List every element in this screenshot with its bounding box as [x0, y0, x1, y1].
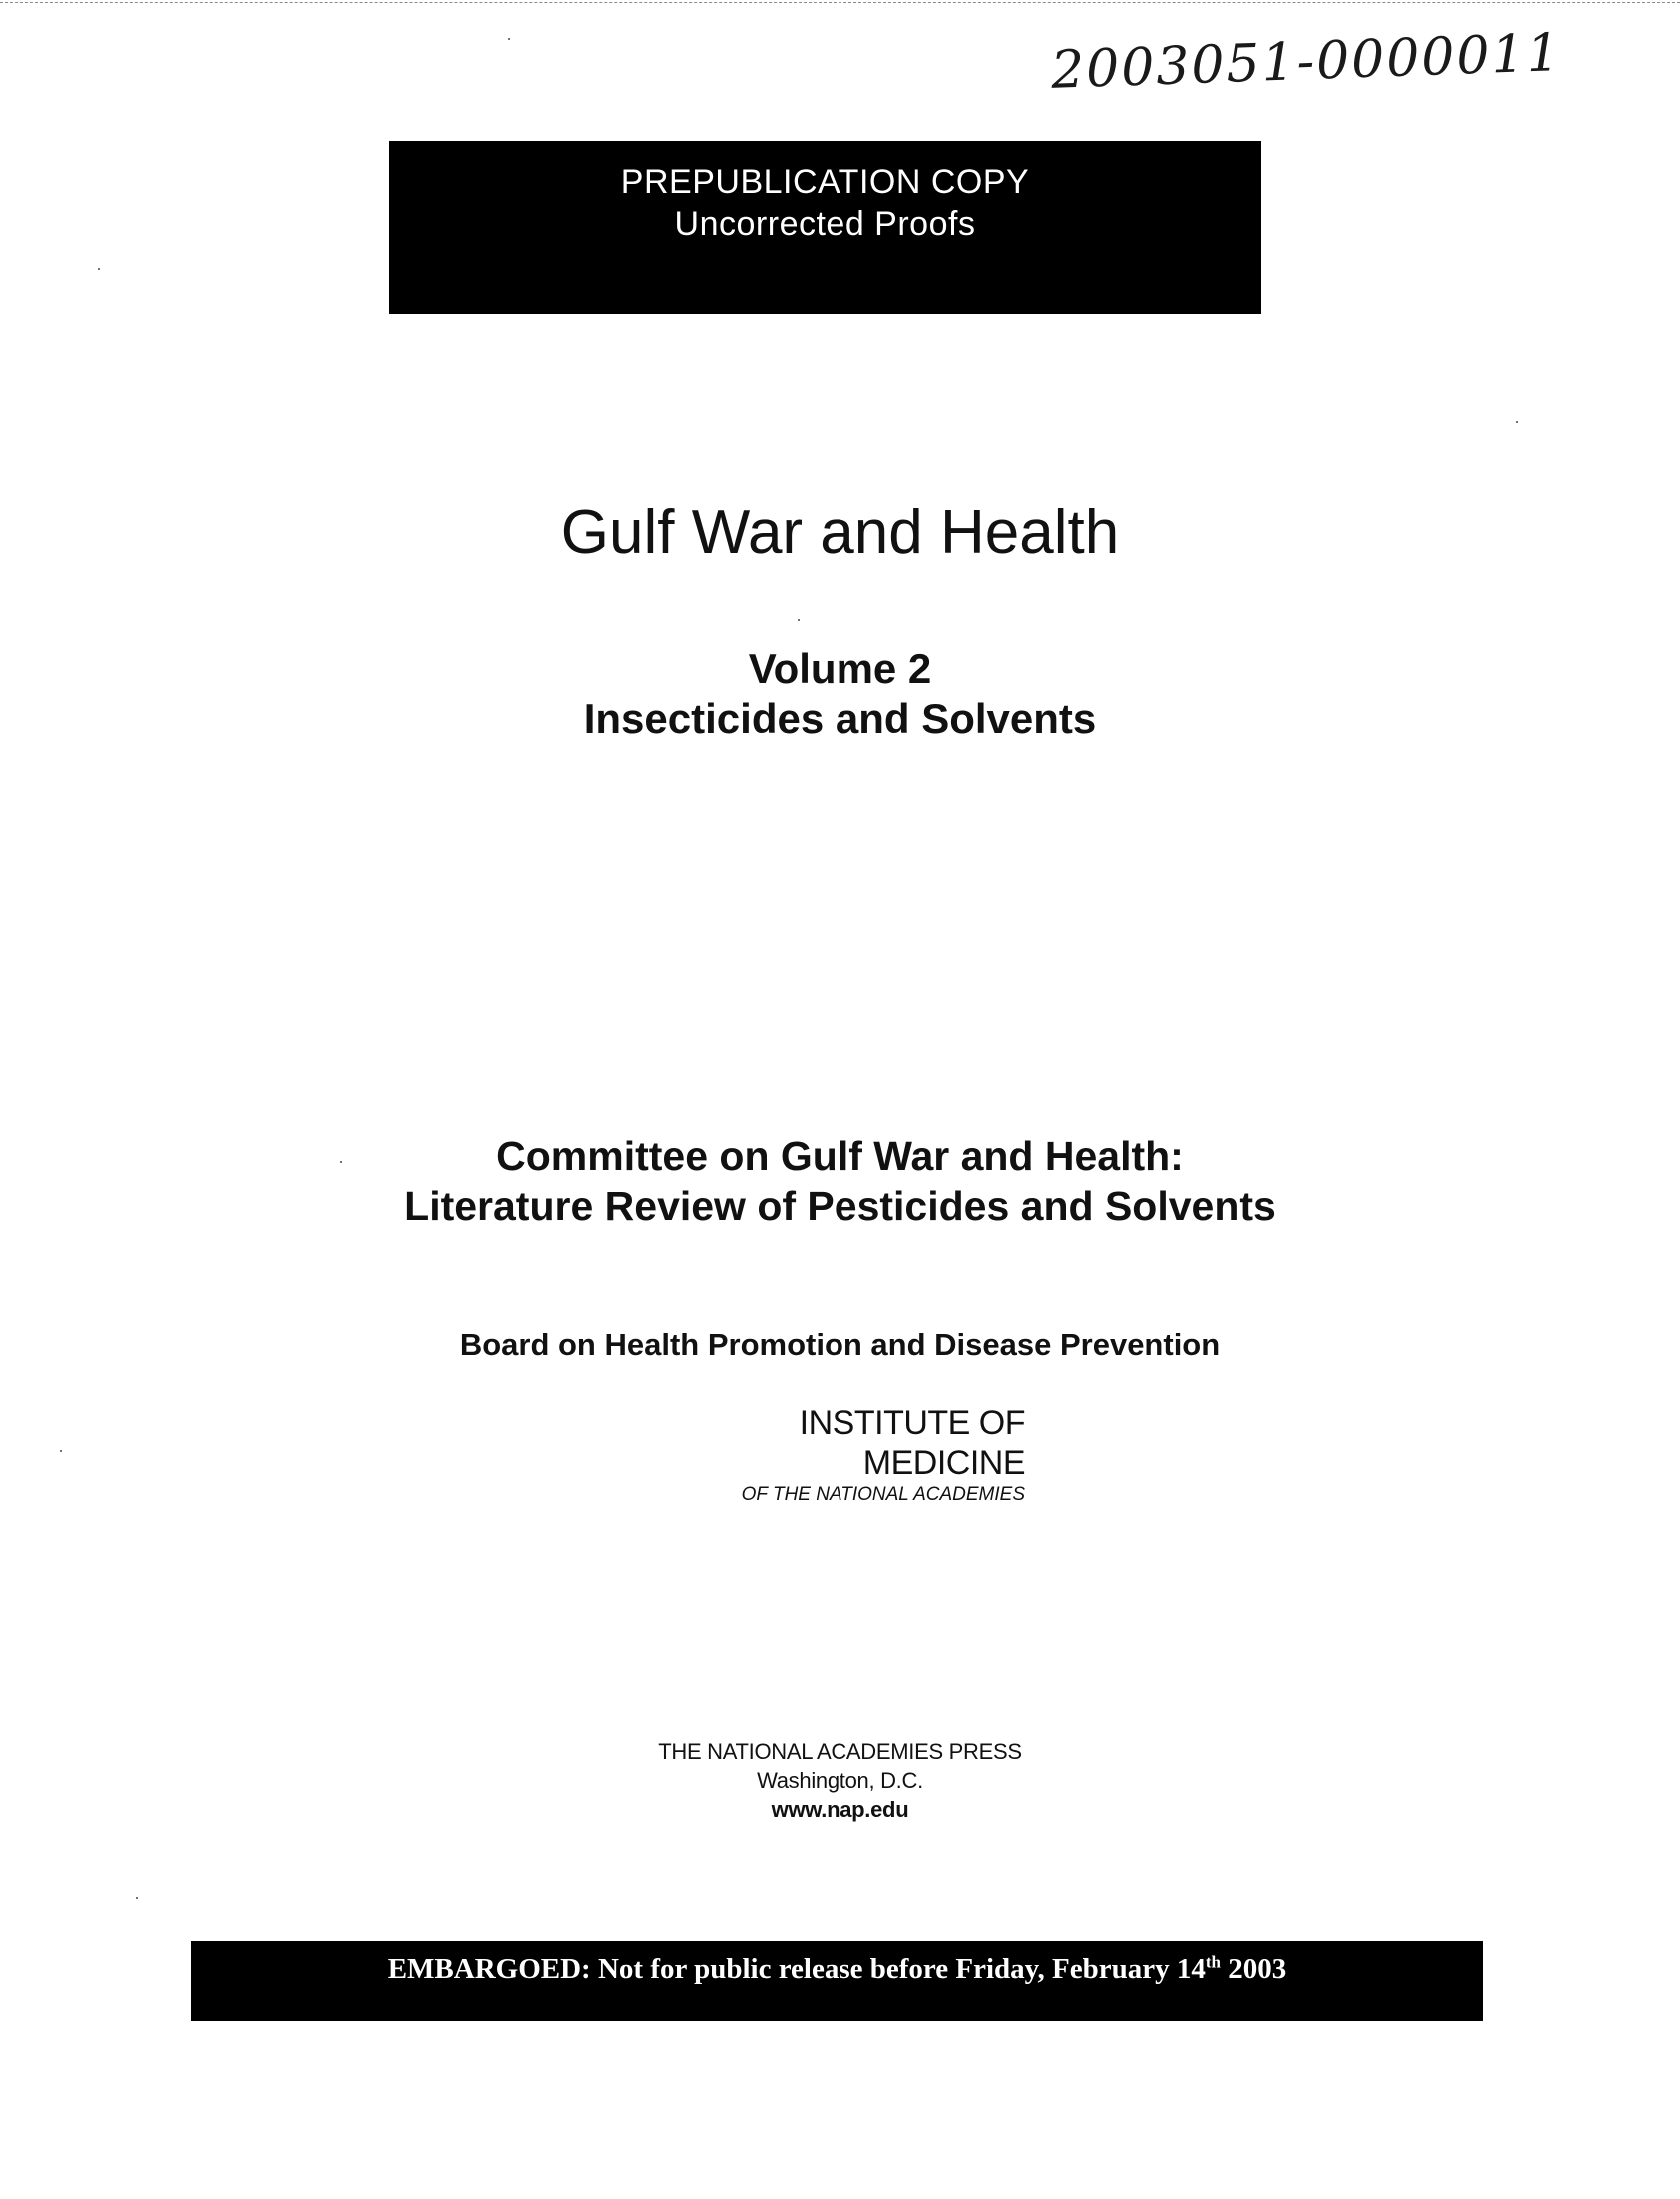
prepublication-banner	[389, 141, 1261, 314]
publisher-name: THE NATIONAL ACADEMIES PRESS	[658, 1739, 1022, 1764]
volume-subtitle: Insecticides and Solvents	[583, 695, 1097, 742]
embargo-label: EMBARGOED:	[387, 1953, 591, 1985]
scan-top-rule	[0, 2, 1680, 3]
committee-name	[0, 1131, 1680, 1231]
embargo-banner	[191, 1941, 1483, 2021]
board-name: Board on Health Promotion and Disease Prevention	[459, 1327, 1221, 1362]
institute-of-medicine-block	[648, 1403, 1025, 1507]
scan-speck	[60, 1450, 62, 1452]
volume-number: Volume 2	[748, 645, 932, 692]
handwritten-document-id: 2003051-0000011	[1050, 23, 1563, 101]
committee-line-2: Literature Review of Pesticides and Solvents	[404, 1183, 1276, 1229]
scan-speck	[136, 1897, 138, 1899]
publisher-city: Washington, D.C.	[757, 1768, 923, 1793]
prepublication-label: PREPUBLICATION COPY	[620, 163, 1030, 201]
publisher-url: www.nap.edu	[771, 1797, 909, 1822]
embargo-text: Not for public release before Friday, February 14	[597, 1953, 1206, 1985]
scan-speck	[798, 619, 800, 621]
scan-speck	[1516, 421, 1518, 423]
scan-speck	[508, 38, 510, 40]
publisher-block	[0, 1737, 1680, 1824]
volume-heading	[0, 644, 1680, 744]
scan-speck	[98, 268, 100, 270]
uncorrected-proofs-label: Uncorrected Proofs	[674, 205, 976, 243]
institute-name: INSTITUTE OF MEDICINE	[799, 1404, 1025, 1482]
institute-subtitle: OF THE NATIONAL ACADEMIES	[741, 1484, 1025, 1505]
embargo-date-suffix: th	[1205, 1952, 1222, 1972]
page-title: Gulf War and Health	[560, 498, 1120, 567]
committee-line-1: Committee on Gulf War and Health:	[496, 1133, 1184, 1179]
embargo-year: 2003	[1228, 1953, 1287, 1985]
